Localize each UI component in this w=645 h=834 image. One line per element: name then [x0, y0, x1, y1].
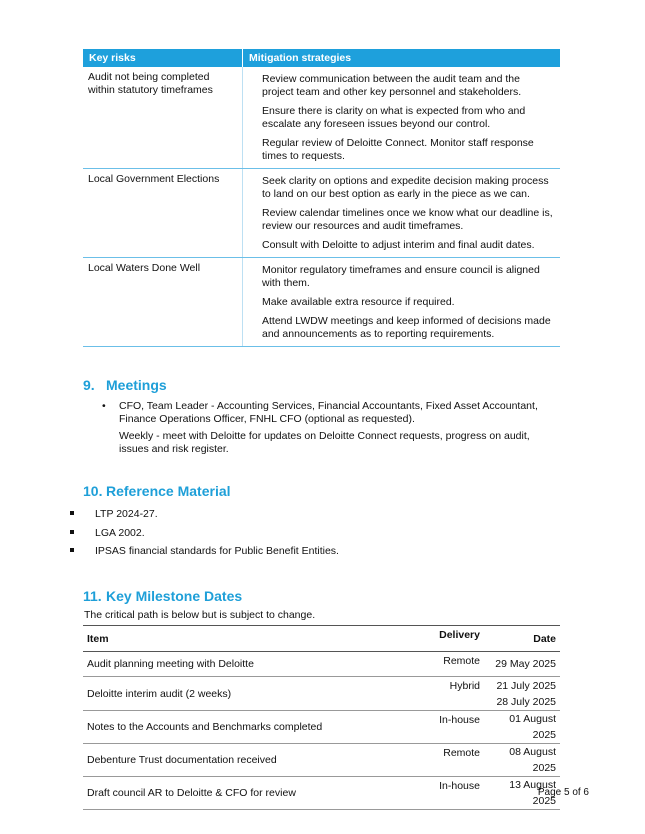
- risk-cell: Local Waters Done Well: [83, 258, 243, 347]
- strategy-text: Review calendar timelines once we know what our deadline is, review our resources and audit timeframes.: [262, 207, 553, 232]
- strategy-text: Seek clarity on options and expedite decision making process to land on our best option as early in the piece as we can.: [262, 175, 549, 200]
- table-row: [83, 777, 560, 810]
- milestone-date: 01 August 2025: [484, 711, 560, 744]
- reference-text: IPSAS financial standards for Public Benefit Entities.: [95, 545, 339, 557]
- strategies-cell: [243, 67, 561, 169]
- list-item: [70, 508, 158, 521]
- strategy-text: Make available extra resource if required.: [262, 296, 455, 308]
- table-row: [83, 652, 560, 677]
- page-number: Page 5 of 6: [537, 787, 589, 798]
- strategies-cell: [243, 258, 561, 347]
- table-row: [83, 258, 560, 347]
- strategy-text: Consult with Deloitte to adjust interim and final audit dates.: [262, 239, 535, 251]
- table-row: [83, 744, 560, 777]
- table-row: [83, 711, 560, 744]
- header-mitigation-strategies: Mitigation strategies: [243, 49, 561, 67]
- section-number: 9.: [83, 377, 95, 393]
- meetings-list: [102, 400, 562, 456]
- bullet-dot-icon: •: [102, 400, 106, 412]
- square-bullet-icon: [70, 548, 74, 552]
- milestones-table: [83, 625, 560, 810]
- list-item: [70, 527, 145, 540]
- strategy-text: Regular review of Deloitte Connect. Monitor staff response times to requests.: [262, 137, 534, 162]
- risk-cell: Local Government Elections: [83, 169, 243, 258]
- header-key-risks: Key risks: [83, 49, 243, 67]
- milestone-date: 13 August 2025: [484, 777, 560, 810]
- strategy-text: Review communication between the audit team and the project team and other key personnel and stakeholders.: [262, 73, 522, 98]
- section-number: 10.: [83, 483, 103, 499]
- list-item: [102, 400, 562, 426]
- milestone-item: Deloitte interim audit (2 weeks): [83, 677, 416, 711]
- milestone-delivery: Remote: [416, 744, 484, 777]
- milestone-delivery: Hybrid: [416, 677, 484, 711]
- strategies-cell: [243, 169, 561, 258]
- milestones-header: [83, 626, 560, 652]
- header-item: Item: [83, 626, 416, 652]
- header-delivery: Delivery: [416, 626, 484, 652]
- milestone-item: Draft council AR to Deloitte & CFO for review: [83, 777, 416, 810]
- risk-cell: Audit not being completed within statutory timeframes: [83, 67, 243, 169]
- strategy-text: Ensure there is clarity on what is expected from who and escalate any foreseen issues beyond our control.: [262, 105, 526, 130]
- square-bullet-icon: [70, 511, 74, 515]
- section-number: 11.: [83, 588, 102, 604]
- table-row: [83, 677, 560, 711]
- milestone-delivery: Remote: [416, 652, 484, 677]
- list-item: [70, 545, 339, 558]
- milestone-date-range: [484, 677, 560, 711]
- square-bullet-icon: [70, 530, 74, 534]
- milestone-date: 29 May 2025: [484, 652, 560, 677]
- meetings-attendees: CFO, Team Leader - Accounting Services, Financial Accountants, Fixed Asset Accountant, Finance Operations Officer, FNHL CFO (optional as requested).: [119, 400, 538, 425]
- milestone-delivery: In-house: [416, 711, 484, 744]
- header-date: Date: [484, 626, 560, 652]
- risk-table-header: [83, 49, 560, 67]
- table-row: [83, 67, 560, 169]
- reference-heading: [83, 483, 231, 499]
- section-title: Meetings: [106, 377, 167, 393]
- section-title: Key Milestone Dates: [106, 588, 243, 604]
- reference-text: LGA 2002.: [95, 527, 145, 539]
- milestone-date: 08 August 2025: [484, 744, 560, 777]
- milestone-date-start: 21 July 2025: [496, 679, 556, 692]
- meetings-note: Weekly - meet with Deloitte for updates on Deloitte Connect requests, progress on audit, issues and risk register.: [119, 430, 530, 455]
- reference-text: LTP 2024-27.: [95, 508, 158, 520]
- section-title: Reference Material: [106, 483, 231, 499]
- meetings-heading: [83, 377, 167, 393]
- milestones-heading: [83, 588, 242, 604]
- milestone-item: Notes to the Accounts and Benchmarks completed: [83, 711, 416, 744]
- strategy-text: Attend LWDW meetings and keep informed of decisions made and announcements as to reporting requirements.: [262, 315, 551, 340]
- milestone-date-end: 28 July 2025: [496, 695, 556, 708]
- milestone-item: Debenture Trust documentation received: [83, 744, 416, 777]
- milestones-intro: The critical path is below but is subject to change.: [84, 609, 316, 621]
- risk-table: [83, 49, 560, 347]
- strategy-text: Monitor regulatory timeframes and ensure council is aligned with them.: [262, 264, 540, 289]
- milestone-delivery: In-house: [416, 777, 484, 810]
- milestone-item: Audit planning meeting with Deloitte: [83, 652, 416, 677]
- table-row: [83, 169, 560, 258]
